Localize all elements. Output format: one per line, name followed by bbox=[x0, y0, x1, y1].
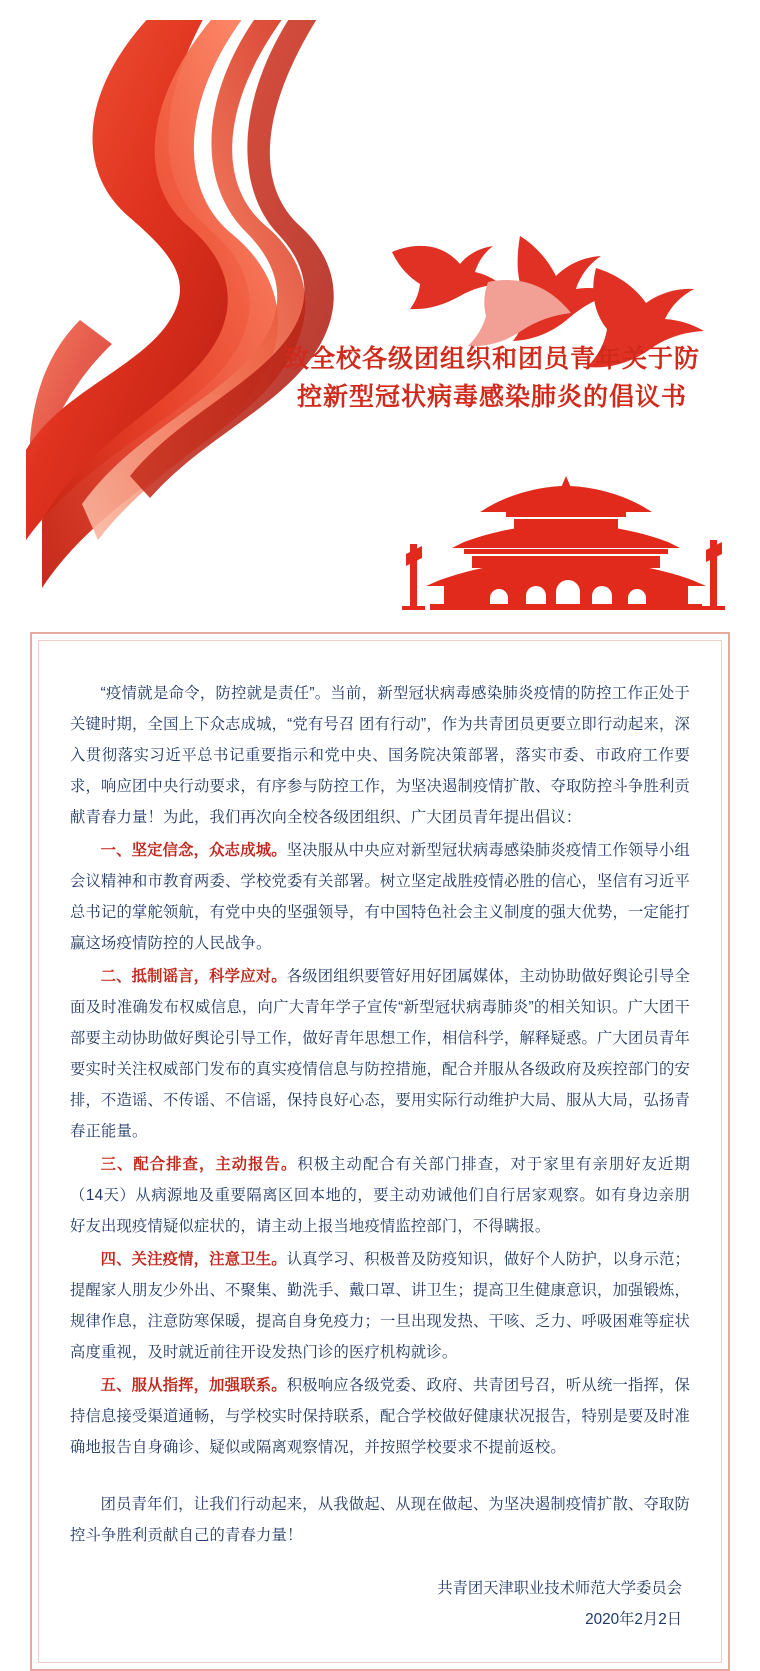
paragraph-lead: 二、抵制谣言，科学应对。 bbox=[100, 968, 287, 985]
paragraph bbox=[70, 1244, 690, 1368]
paragraph-text: 积极响应各级党委、政府、共青团号召，听从统一指挥，保持信息接受渠道通畅，与学校实时保持联系，配合学校做好健康状况报告，特别是要及时准确地报告自身确诊、疑似或隔离观察情况，并按照学校要求不提前返校。 bbox=[70, 1377, 691, 1456]
closing-paragraph: 团员青年们，让我们行动起来，从我做起、从现在做起、为坚决遏制疫情扩散、夺取防控斗争胜利贡献自己的青春力量！ bbox=[70, 1496, 690, 1544]
tiananmen-gate-icon bbox=[402, 476, 725, 610]
paragraph bbox=[70, 835, 690, 959]
paragraph-text: “疫情就是命令，防控就是责任”。当前，新型冠状病毒感染肺炎疫情的防控工作正处于关键时期，全国上下众志成城，“党有号召 团有行动”，作为共青团员更要立即行动起来，深入贯彻落实习近平总书记重要指示和党中央、国务院决策部署，落实市委、市政府工作要求，响应团中央行动要求，有序参与防控工作，为坚决遏制疫情扩散、夺取防控斗争胜利贡献青春力量！为此，我们再次向全校各级团组织、广大团员青年提出倡议： bbox=[70, 685, 690, 826]
paragraph bbox=[70, 1149, 690, 1242]
paragraph-lead: 三、配合排查，主动报告。 bbox=[100, 1156, 298, 1173]
paragraph bbox=[70, 961, 690, 1147]
ribbon-swoosh-icon bbox=[26, 20, 334, 588]
banner-graphic bbox=[20, 20, 740, 610]
paragraph-text: 积极主动配合有关部门排查，对于家里有亲朋好友近期（14天）从病源地及重要隔离区回本地的，要主动劝诫他们自行居家观察。如有身边亲朋好友出现疫情疑似症状的，请主动上报当地疫情监控部门，不得瞒报。 bbox=[70, 1156, 690, 1235]
paragraph-lead: 四、关注疫情，注意卫生。 bbox=[100, 1251, 287, 1268]
page-title: 致全校各级团组织和团员青年关于防控新型冠状病毒感染肺炎的倡议书 bbox=[283, 345, 700, 411]
paragraph bbox=[70, 678, 690, 833]
signature-date: 2020年2月2日 bbox=[585, 1611, 682, 1628]
paragraph-lead: 一、坚定信念，众志成城。 bbox=[100, 842, 287, 859]
paragraph-text: 坚决服从中央应对新型冠状病毒感染肺炎疫情工作领导小组会议精神和市教育两委、学校党委有关部署。树立坚定战胜疫情必胜的信心，坚信有习近平总书记的掌舵领航，有党中央的坚强领导，有中国特色社会主义制度的强大优势，一定能打赢这场疫情防控的人民战争。 bbox=[70, 842, 691, 952]
paragraph-text: 各级团组织要管好用好团属媒体，主动协助做好舆论引导全面及时准确发布权威信息，向广大青年学子宣传“新型冠状病毒肺炎”的相关知识。广大团干部要主动协助做好舆论引导工作，做好青年思想工作，相信科学，解释疑惑。广大团员青年要实时关注权威部门发布的真实疫情信息与防控措施，配合并服从各级政府及疾控部门的安排，不造谣、不传谣、不信谣，保持良好心态，要用实际行动维护大局、服从大局，弘扬青春正能量。 bbox=[70, 968, 691, 1140]
content-card bbox=[30, 632, 730, 1671]
header-banner bbox=[20, 20, 740, 610]
paragraph-text: 认真学习、积极普及防疫知识，做好个人防护，以身示范；提醒家人朋友少外出、不聚集、勤洗手、戴口罩、讲卫生；提高卫生健康意识，加强锻炼，规律作息，注意防寒保暖，提高自身免疫力；一旦出现发热、干咳、乏力、呼吸困难等症状高度重视，及时就近前往开设发热门诊的医疗机构就诊。 bbox=[70, 1251, 691, 1361]
signature: 共青团天津职业技术师范大学委员会 bbox=[437, 1580, 682, 1597]
paragraph-lead: 五、服从指挥，加强联系。 bbox=[100, 1377, 287, 1394]
paragraph bbox=[70, 1370, 690, 1463]
